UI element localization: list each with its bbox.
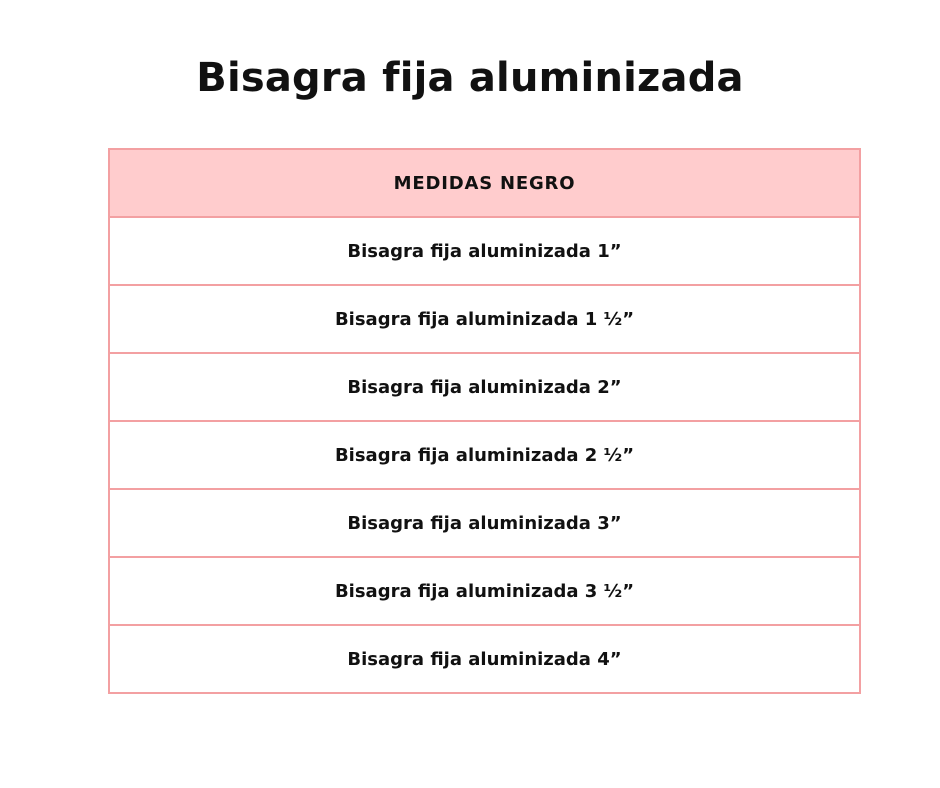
- table-row: [109, 217, 860, 285]
- table-row: [109, 421, 860, 489]
- sizes-table: [108, 148, 861, 694]
- table-cell: Bisagra fija aluminizada 1 ½”: [109, 285, 860, 353]
- table-header-row: [109, 149, 860, 217]
- table-row: [109, 625, 860, 693]
- table-cell: Bisagra fija aluminizada 4”: [109, 625, 860, 693]
- table-cell: Bisagra fija aluminizada 1”: [109, 217, 860, 285]
- table-row: [109, 285, 860, 353]
- page-title: Bisagra fija aluminizada: [196, 55, 744, 101]
- table-cell: Bisagra fija aluminizada 2”: [109, 353, 860, 421]
- table-cell: Bisagra fija aluminizada 3”: [109, 489, 860, 557]
- table-cell: Bisagra fija aluminizada 3 ½”: [109, 557, 860, 625]
- table-row: [109, 557, 860, 625]
- table-row: [109, 353, 860, 421]
- table-cell: Bisagra fija aluminizada 2 ½”: [109, 421, 860, 489]
- table-header-cell: MEDIDAS NEGRO: [109, 149, 860, 217]
- table-row: [109, 489, 860, 557]
